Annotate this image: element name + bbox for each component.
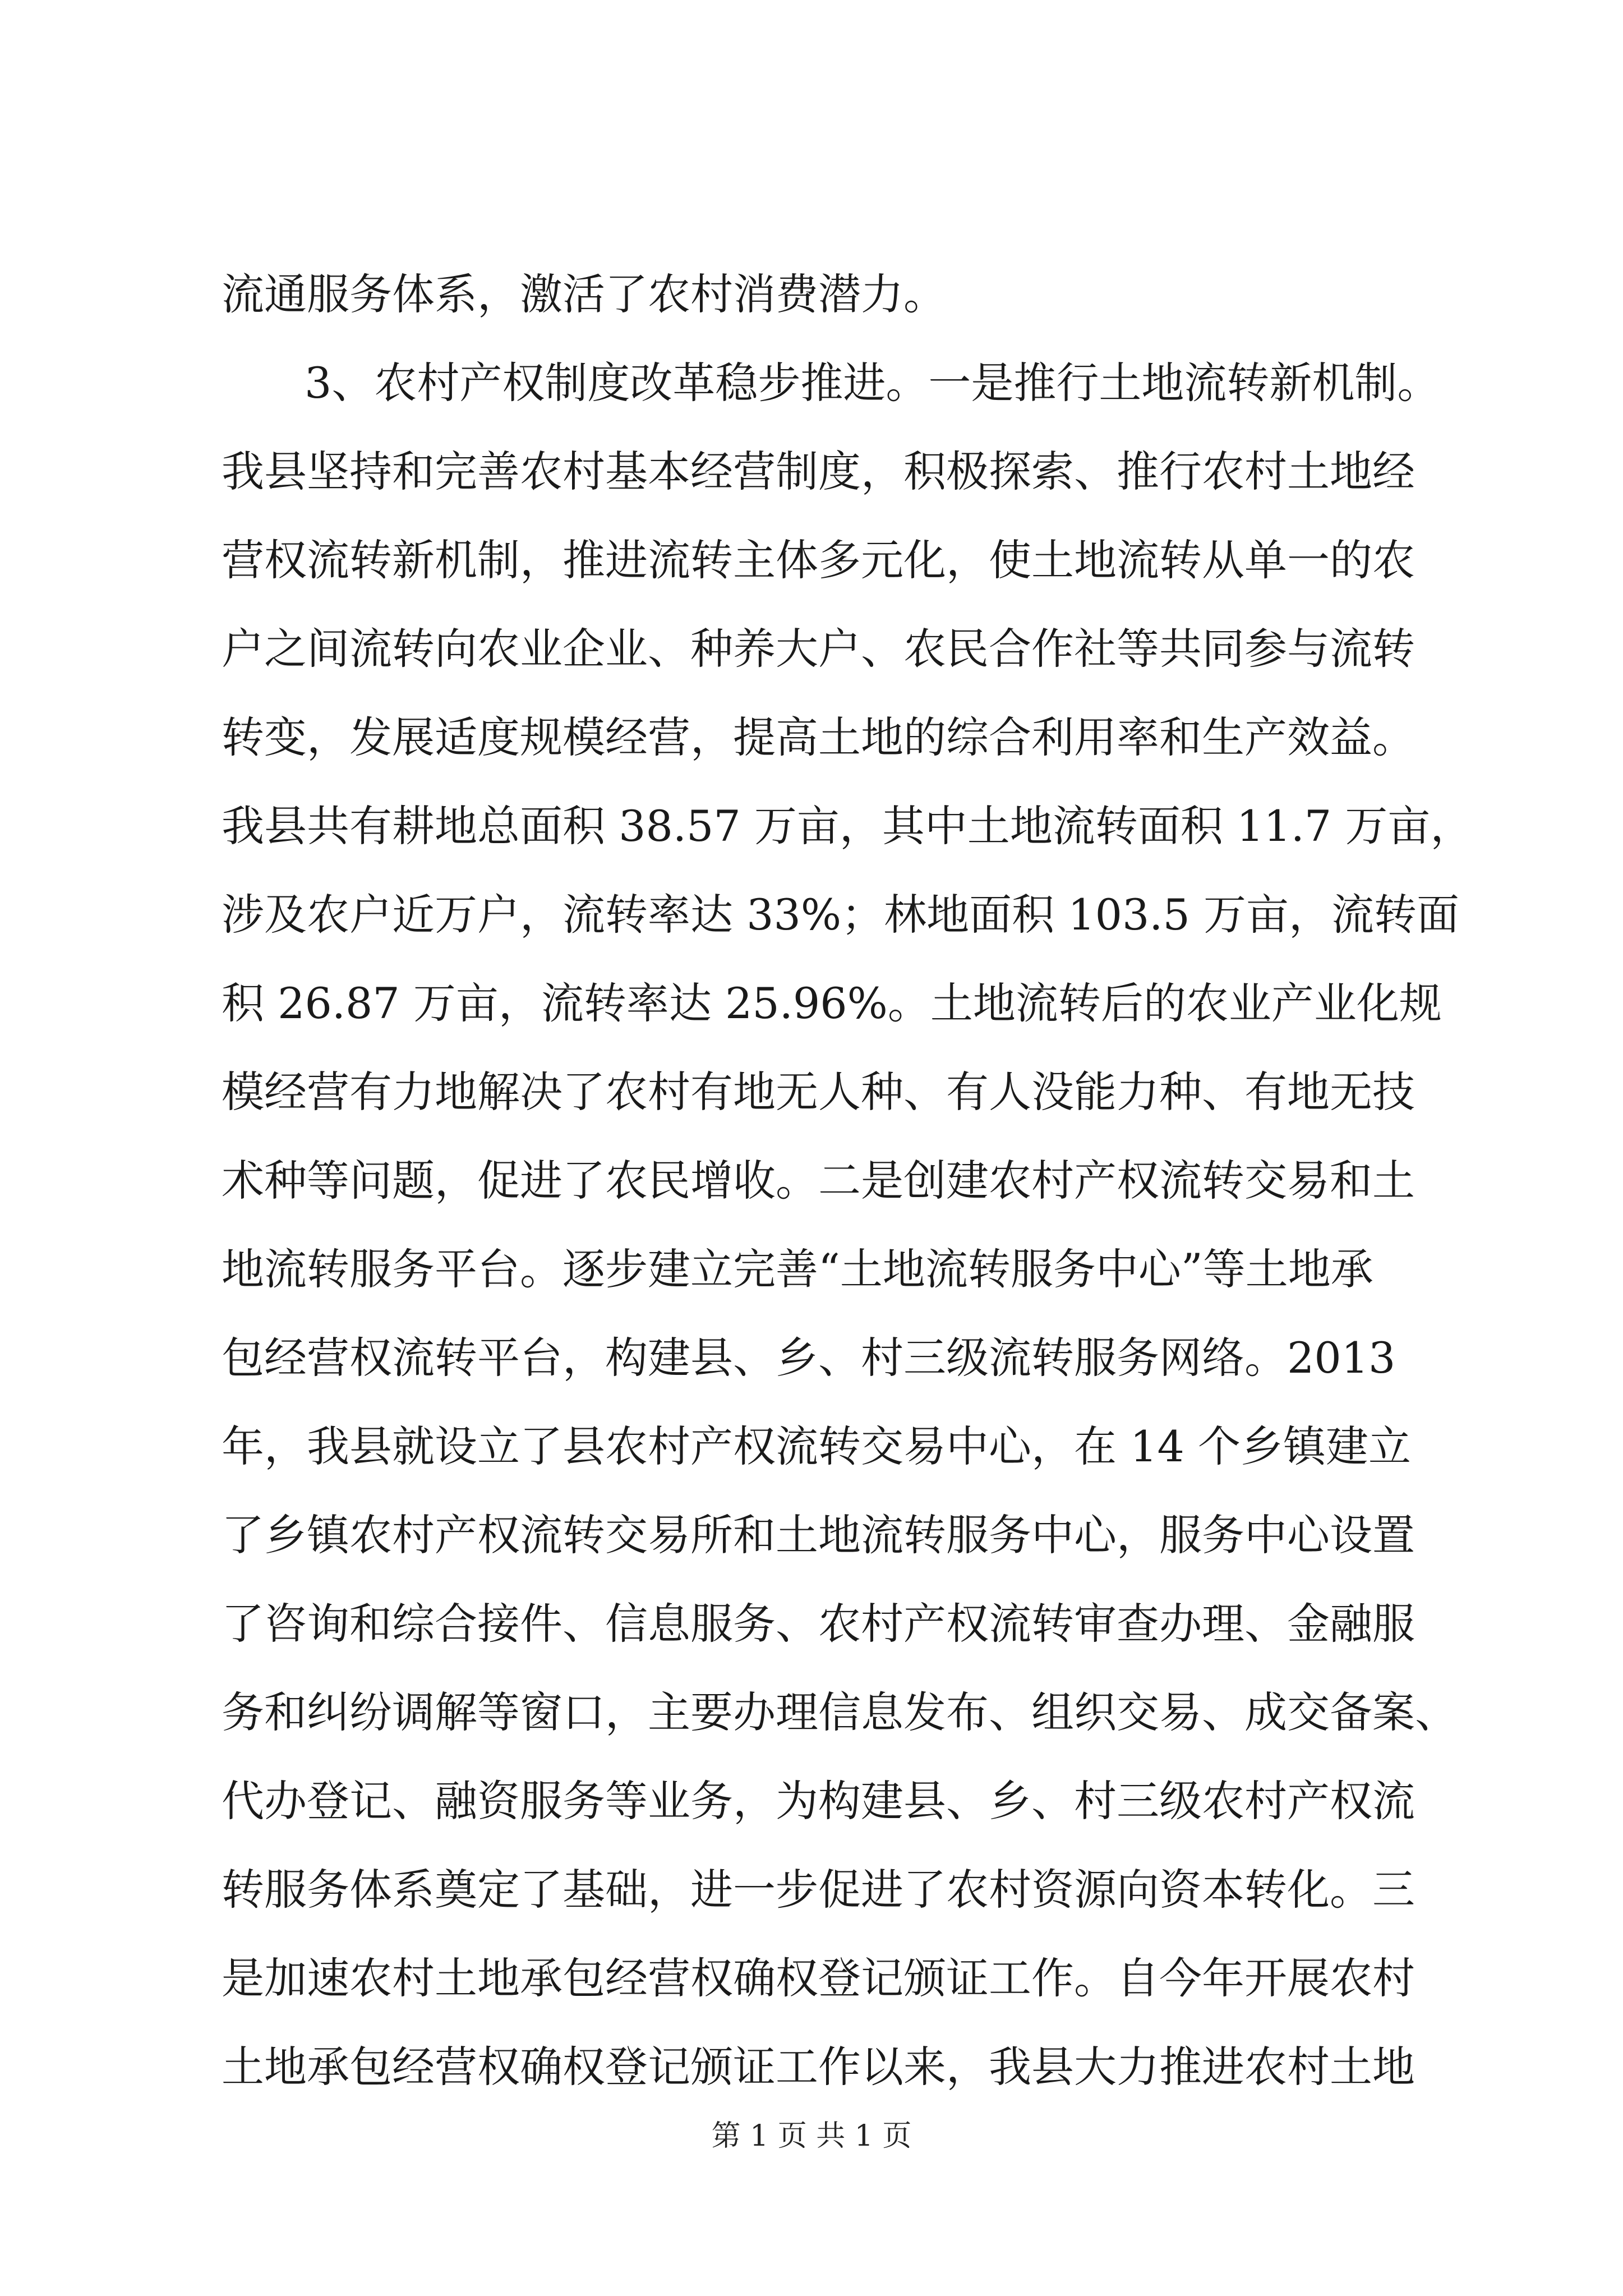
text-line: 户之间流转向农业企业、种养大户、农民合作社等共同参与流转 — [222, 624, 1415, 674]
text-line: 我县共有耕地总面积 38.57 万亩，其中土地流转面积 11.7 万亩， — [222, 801, 1473, 851]
text-line: 转服务体系奠定了基础，进一步促进了农村资源向资本转化。三 — [222, 1865, 1415, 1915]
text-line: 了咨询和综合接件、信息服务、农村产权流转审查办理、金融服 — [222, 1599, 1415, 1649]
text-line: 营权流转新机制，推进流转主体多元化，使土地流转从单一的农 — [222, 535, 1415, 585]
text-line: 转变，发展适度规模经营，提高土地的综合利用率和生产效益。 — [222, 712, 1415, 762]
text-line: 包经营权流转平台，构建县、乡、村三级流转服务网络。2013 — [222, 1333, 1396, 1383]
text-line: 涉及农户近万户，流转率达 33%；林地面积 103.5 万亩，流转面 — [222, 890, 1459, 940]
text-line: 务和纠纷调解等窗口，主要办理信息发布、组织交易、成交备案、 — [222, 1687, 1458, 1737]
text-line: 模经营有力地解决了农村有地无人种、有人没能力种、有地无技 — [222, 1067, 1415, 1117]
text-line: 代办登记、融资服务等业务，为构建县、乡、村三级农村产权流 — [222, 1776, 1415, 1826]
text-line: 地流转服务平台。逐步建立完善“土地流转服务中心”等土地承 — [222, 1244, 1373, 1294]
text-line: 术种等问题，促进了农民增收。二是创建农村产权流转交易和土 — [222, 1156, 1415, 1205]
text-line: 流通服务体系，激活了农村消费潜力。 — [222, 269, 946, 319]
text-line: 了乡镇农村产权流转交易所和土地流转服务中心，服务中心设置 — [222, 1510, 1415, 1560]
text-line: 年，我县就设立了县农村产权流转交易中心，在 14 个乡镇建立 — [222, 1421, 1412, 1471]
text-line: 积 26.87 万亩，流转率达 25.96%。土地流转后的农业产业化规 — [222, 978, 1442, 1028]
text-line: 3、农村产权制度改革稳步推进。一是推行土地流转新机制。 — [305, 358, 1440, 408]
text-line: 土地承包经营权确权登记颁证工作以来，我县大力推进农村土地 — [222, 2042, 1415, 2092]
text-line: 是加速农村土地承包经营权确权登记颁证工作。自今年开展农村 — [222, 1953, 1415, 2003]
page-footer: 第 1 页 共 1 页 — [711, 2119, 912, 2153]
text-line: 我县坚持和完善农村基本经营制度，积极探索、推行农村土地经 — [222, 447, 1415, 496]
